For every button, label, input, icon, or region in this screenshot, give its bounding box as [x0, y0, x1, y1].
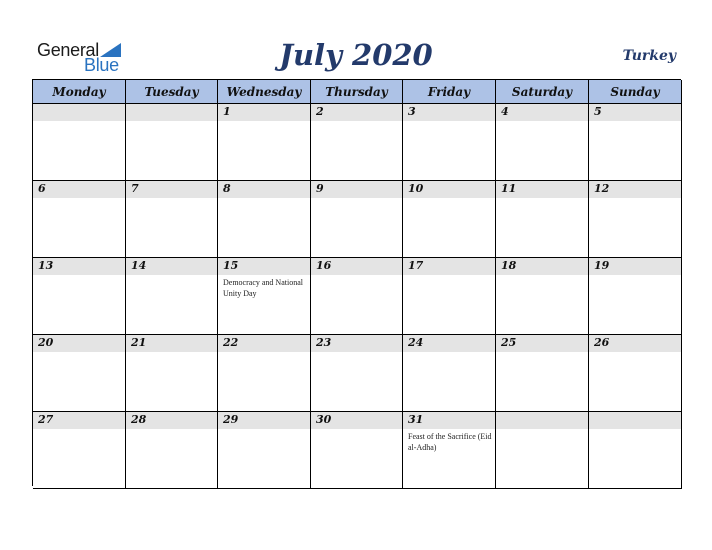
day-cell[interactable] [589, 258, 682, 335]
day-number: 2 [316, 105, 324, 118]
day-number: 1 [223, 105, 231, 118]
day-cell[interactable] [126, 258, 218, 335]
country-label: Turkey [622, 48, 676, 64]
day-cell[interactable] [33, 104, 126, 181]
day-number-bar [496, 181, 588, 198]
day-number-bar [218, 258, 310, 275]
day-number-bar [33, 335, 125, 352]
day-number: 20 [38, 336, 54, 349]
day-cell[interactable] [33, 335, 126, 412]
holiday-event: Feast of the Sacrifice (Eid al-Adha) [408, 432, 492, 452]
day-number-bar [311, 335, 402, 352]
week-row [33, 104, 681, 181]
weekday-header: Thursday [311, 80, 403, 104]
day-number: 31 [408, 413, 424, 426]
day-number: 27 [38, 413, 54, 426]
day-number-bar [589, 335, 681, 352]
day-number-bar [33, 258, 125, 275]
day-number: 11 [501, 182, 517, 195]
weekday-header: Friday [403, 80, 496, 104]
day-number-bar [33, 104, 125, 121]
day-number: 17 [408, 259, 424, 272]
day-cell[interactable] [589, 104, 682, 181]
weekday-header: Tuesday [126, 80, 218, 104]
day-number: 28 [131, 413, 147, 426]
day-cell[interactable] [126, 181, 218, 258]
day-number-bar [496, 104, 588, 121]
day-number: 21 [131, 336, 147, 349]
day-cell[interactable] [403, 258, 496, 335]
day-cell[interactable] [589, 412, 682, 489]
day-cell[interactable] [218, 335, 311, 412]
day-cell[interactable] [33, 412, 126, 489]
day-number-bar [126, 258, 217, 275]
day-number: 16 [316, 259, 332, 272]
day-number-bar [311, 258, 402, 275]
weeks-container [33, 104, 681, 489]
day-number: 13 [38, 259, 54, 272]
day-number-bar [589, 258, 681, 275]
day-number-bar [403, 335, 495, 352]
day-number: 30 [316, 413, 332, 426]
day-number: 22 [223, 336, 239, 349]
calendar-grid [32, 79, 681, 486]
day-cell[interactable] [403, 181, 496, 258]
day-cell[interactable] [126, 104, 218, 181]
day-cell[interactable] [403, 335, 496, 412]
day-number: 19 [594, 259, 610, 272]
day-number-bar [589, 412, 681, 429]
day-cell[interactable] [496, 181, 589, 258]
day-cell[interactable] [496, 335, 589, 412]
day-cell[interactable] [218, 412, 311, 489]
day-number: 10 [408, 182, 424, 195]
day-cell[interactable] [33, 181, 126, 258]
day-number-bar [311, 412, 402, 429]
day-number: 8 [223, 182, 231, 195]
weekday-header: Sunday [589, 80, 682, 104]
day-number-bar [496, 335, 588, 352]
day-cell[interactable] [126, 412, 218, 489]
day-cell[interactable] [496, 258, 589, 335]
day-number-bar [403, 412, 495, 429]
day-cell[interactable] [311, 412, 403, 489]
week-row [33, 181, 681, 258]
day-number-bar [126, 412, 217, 429]
logo-text-general: General [37, 40, 99, 60]
day-number: 5 [594, 105, 602, 118]
weekday-header: Wednesday [218, 80, 311, 104]
day-number-bar [496, 258, 588, 275]
day-cell[interactable] [496, 412, 589, 489]
day-cell[interactable] [218, 104, 311, 181]
day-number-bar [589, 181, 681, 198]
day-number: 12 [594, 182, 610, 195]
day-cell[interactable] [311, 258, 403, 335]
holiday-event: Democracy and National Unity Day [223, 278, 303, 298]
day-number: 15 [223, 259, 239, 272]
day-number-bar [311, 181, 402, 198]
logo-text-blue: Blue [84, 55, 119, 75]
weekday-header: Monday [33, 80, 126, 104]
day-number: 3 [408, 105, 416, 118]
day-number: 26 [594, 336, 610, 349]
day-cell[interactable] [589, 335, 682, 412]
day-cell[interactable] [33, 258, 126, 335]
day-number-bar [496, 412, 588, 429]
day-number-bar [33, 412, 125, 429]
day-cell[interactable] [589, 181, 682, 258]
day-number-bar [589, 104, 681, 121]
calendar-title: July 2020 [279, 38, 433, 72]
day-number-bar [218, 181, 310, 198]
day-cell[interactable] [311, 104, 403, 181]
day-number: 24 [408, 336, 424, 349]
day-cell[interactable] [403, 412, 496, 489]
day-number-bar [33, 181, 125, 198]
day-number: 25 [501, 336, 517, 349]
day-cell[interactable] [218, 181, 311, 258]
day-cell[interactable] [126, 335, 218, 412]
day-number-bar [403, 104, 495, 121]
day-cell[interactable] [311, 181, 403, 258]
weekday-header: Saturday [496, 80, 589, 104]
day-number-bar [126, 104, 217, 121]
weekday-header-row [33, 80, 681, 104]
day-number: 14 [131, 259, 147, 272]
day-number-bar [126, 335, 217, 352]
day-number: 18 [501, 259, 517, 272]
day-number-bar [126, 181, 217, 198]
week-row [33, 412, 681, 489]
day-number: 29 [223, 413, 239, 426]
day-number: 23 [316, 336, 332, 349]
day-number-bar [403, 181, 495, 198]
day-cell[interactable] [496, 104, 589, 181]
day-number: 4 [501, 105, 509, 118]
day-number-bar [311, 104, 402, 121]
day-cell[interactable] [311, 335, 403, 412]
day-number-bar [218, 335, 310, 352]
week-row [33, 258, 681, 335]
day-cell[interactable] [403, 104, 496, 181]
day-number: 7 [131, 182, 139, 195]
week-row [33, 335, 681, 412]
day-cell[interactable] [218, 258, 311, 335]
day-number: 9 [316, 182, 324, 195]
day-number-bar [403, 258, 495, 275]
day-number-bar [218, 412, 310, 429]
day-number-bar [218, 104, 310, 121]
day-number: 6 [38, 182, 46, 195]
